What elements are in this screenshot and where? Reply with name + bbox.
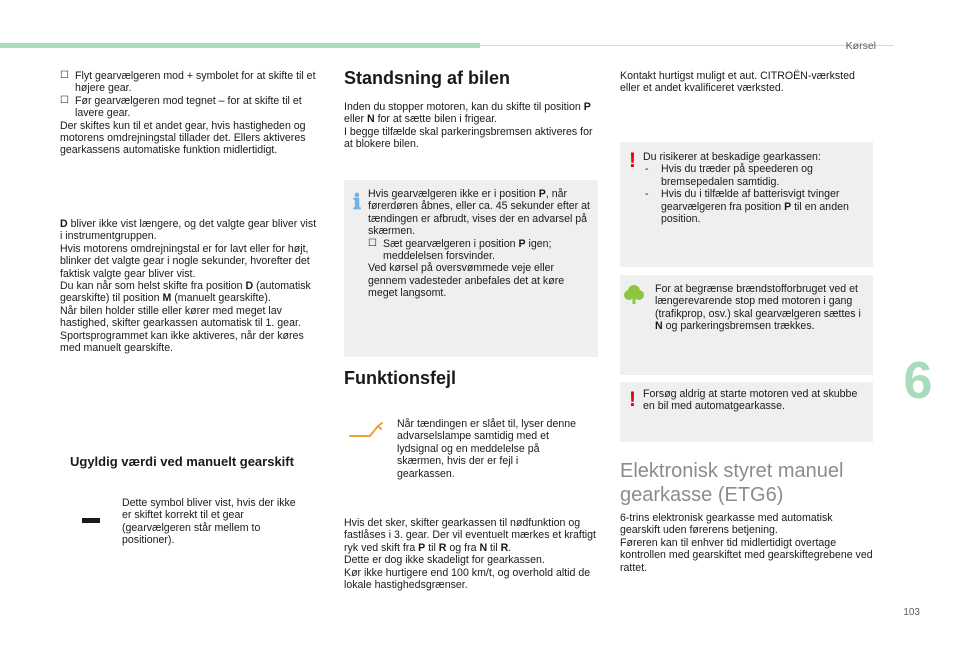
fault-details [344,517,602,591]
heading-etg: Elektronisk styret manuel gearkasse (ETG6) [620,460,844,506]
info-icon: ℹ [353,191,361,214]
dash-warning-icon [82,518,100,523]
eco-text: For at begrænse brændstofforbruget ved et længerevarende stop med motoren i gang (trafikprop, osv.) skal gearvælgeren sættes i N og parkeringsbremsen trækkes. [655,283,861,333]
etg-text [620,512,873,574]
warning-box-damage [620,142,873,267]
bullet-icon: ☐ [60,94,69,106]
invalid-gear-text: Dette symbol bliver vist, hvis der ikke er skiftet korrekt til et gear (gearvælgeren står mellem to positioner). [122,497,296,547]
paragraph: Kør ikke hurtigere end 100 km/t, og overhold altid de lokale hastighedsgrænser. [344,566,591,592]
paragraph: Hvis det sker, skifter gearkassen til nødfunktion og fastlåses i 3. gear. Der vil eventuelt mærkes et kraftigt ryk ved skift fra P til R og fra N til R. [344,517,596,554]
heading-fault: Funktionsfejl [344,368,456,388]
eco-box [620,275,873,375]
paragraph: Dette er dog ikke skadeligt for gearkassen. [344,554,545,567]
paragraph: I begge tilfælde skal parkeringsbremsen aktiveres for at blokere bilen. [344,125,593,151]
paragraph: Når bilen holder stille eller kører med meget lav hastighed, skifter gearkassen automatisk til 1. gear. [60,304,301,330]
header-accent-bar [0,43,480,48]
contact-text: Kontakt hurtigst muligt et aut. CITROËN-værksted eller et andet kvalificeret værksted. [620,70,855,95]
paragraph: Inden du stopper motoren, kan du skifte til position P eller N for at sætte bilen i frigear. [344,101,591,126]
eco-tree-icon [624,283,644,305]
paragraph: Du kan når som helst skifte fra position D (automatisk gearskifte) til position M (manuelt gearskifte). [60,280,311,305]
bullet-icon: ☐ [60,70,69,81]
warning-icon: ! [629,388,636,411]
page-number: 103 [903,607,920,618]
paragraph: Du risikerer at beskadige gearkassen: [643,151,821,163]
bullet-icon: ☐ [368,237,377,249]
stop-text [344,101,594,151]
paragraph: Hvis motorens omdrejningstal er for lavt eller for højt, blinker det valgte gear i nogle sekunder, hvorefter det faktisk valgte gear bliver vist. [60,242,310,280]
fault-lamp-text: Når tændingen er slået til, lyser denne advarselslampe samtidig med et lydsignal og en meddelelse på skærmen, hvis der er fejl i gearkassen. [397,418,577,480]
wrench-icon [348,420,384,440]
info-box-text [368,188,594,300]
paragraph: Sportsprogrammet kan ikke aktiveres, når der køres med manuelt gearskifte. [60,329,304,355]
info-box [344,180,598,357]
column-1-top [60,70,322,157]
paragraph: Der skiftes kun til et andet gear, hvis hastigheden og motorens omdrejningstal tillader det. Ellers aktiveres gearkassens automatiske funktion midlertidigt. [60,119,306,157]
paragraph: Føreren kan til enhver tid midlertidigt overtage kontrollen med gearskiftet med gearskiftegrebene ved rattet. [620,536,873,574]
list-item: - Hvis du i tilfælde af batterisvigt tvinger gearvælgeren fra position P til en anden position. [645,188,849,226]
column-1-middle [60,218,320,354]
warning-text: Forsøg aldrig at starte motoren ved at skubbe en bil med automatgearkasse. [643,388,858,413]
paragraph: Hvis gearvælgeren ikke er i position P, når førerdøren åbnes, eller ca. 45 sekunder efter at tændingen er afbrudt, vises der en advarsel på skærmen. [368,188,590,238]
paragraph: Ved kørsel på oversvømmede veje eller gennem vadesteder anbefales det at køre meget langsomt. [368,262,565,300]
chapter-number: 6 [903,352,933,410]
heading-invalid-gear: Ugyldig værdi ved manuelt gearskift [70,454,294,469]
list-item: - Hvis du træder på speederen og bremsepedalen samtidig. [645,163,813,188]
list-item: ☐ Flyt gearvælgeren mod + symbolet for at skifte til et højere gear. [60,70,316,95]
section-title: Kørsel [845,40,876,52]
warning-box-push-start [620,382,873,442]
paragraph: D bliver ikke vist længere, og det valgte gear bliver vist i instrumentgruppen. [60,218,317,243]
paragraph: 6-trins elektronisk gearkasse med automatisk gearskift uden førerens betjening. [620,512,833,537]
warning-box-text [643,151,867,225]
warning-icon: ! [629,149,636,172]
list-item: ☐ Før gearvælgeren mod tegnet – for at skifte til et lavere gear. [60,94,302,120]
heading-stop: Standsning af bilen [344,68,511,88]
list-item: ☐ Sæt gearvælgeren i position P igen; meddelelsen forsvinder. [368,237,552,263]
